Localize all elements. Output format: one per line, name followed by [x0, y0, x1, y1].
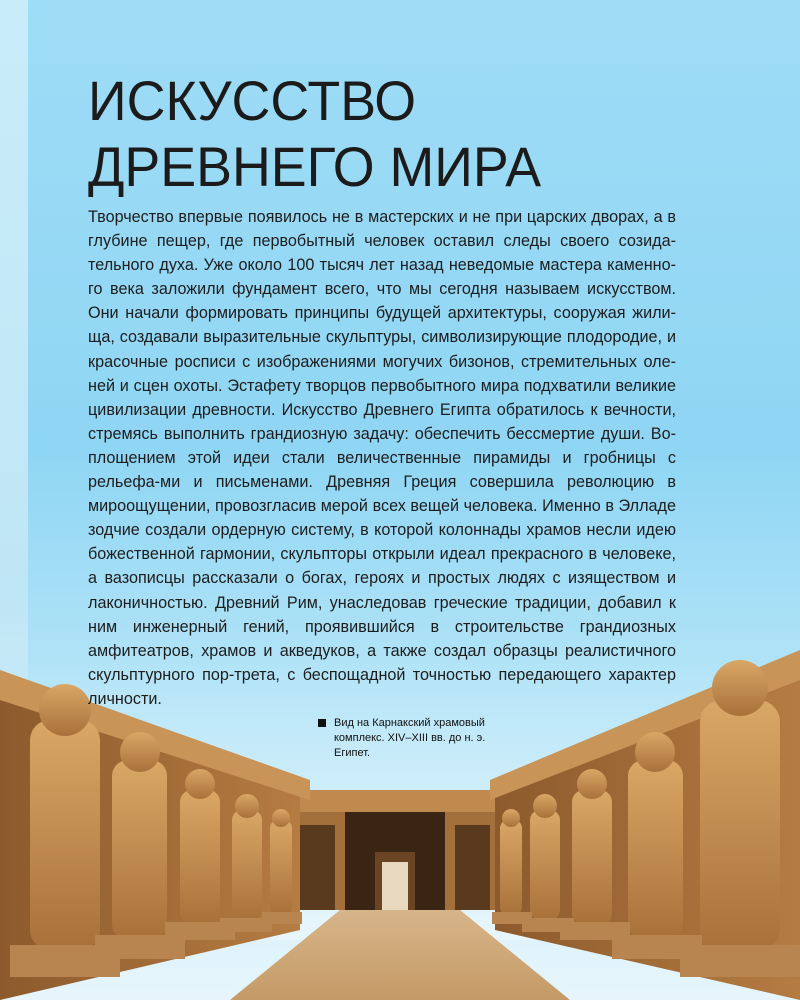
title-line-1: ИСКУССТВО [88, 69, 417, 132]
temple-gateway [290, 790, 500, 910]
caption-text: Вид на Карнакский храмовый комплекс. XIV–XIII вв. до н. э. Египет. [334, 717, 486, 759]
body-paragraph: Творчество впервые появилось не в мастерских и не при царских дворах, а в глубине пещер, где первобытный человек оставил следы своего созида-тельного духа. Уже около 100 тысяч лет назад неведомые мастера каменно-го века заложили фундамент всего, что мы сегодня называем искусством. Они начали формировать принципы будущей архитектуры, сооружая жили-ща, создавали выразительные скульптуры, символизирующие плодородие, и красочные росписи с изображениями могучих бизонов, стремительных оле-ней и сцен охоты. Эстафету творцов первобытного мира подхватили великие цивилизации древности. Искусство Древнего Египта обратилось к вечности, стремясь выполнить грандиозную задачу: обеспечить бессмертие души. Во-площением этой идеи стали величественные пирамиды и гробницы с рельефа-ми и письменами. Древняя Греция совершила революцию в мироощущении, провозгласив мерой всех вещей человека. Именно в Элладе зодчие создали ордерную систему, в которой колоннады храмов несли идею божественной гармонии, скульпторы открыли идеал прекрасного в человеке, а вазописцы рассказали о богах, героях и простых людях с изяществом и лаконичностью. Древний Рим, унаследовав греческие традиции, добавил к ним инженерный гений, проявившийся в строительстве грандиозных амфитеатров, храмов и акведуков, а также создал образцы реалистичного скульптурного пор-трета, с беспощадной точностью передающего характер личности. [88, 208, 676, 708]
image-caption [318, 716, 518, 761]
title-line-2: ДРЕВНЕГО МИРА [88, 135, 542, 198]
page-title [88, 68, 541, 200]
caption-bullet-icon [318, 719, 326, 727]
